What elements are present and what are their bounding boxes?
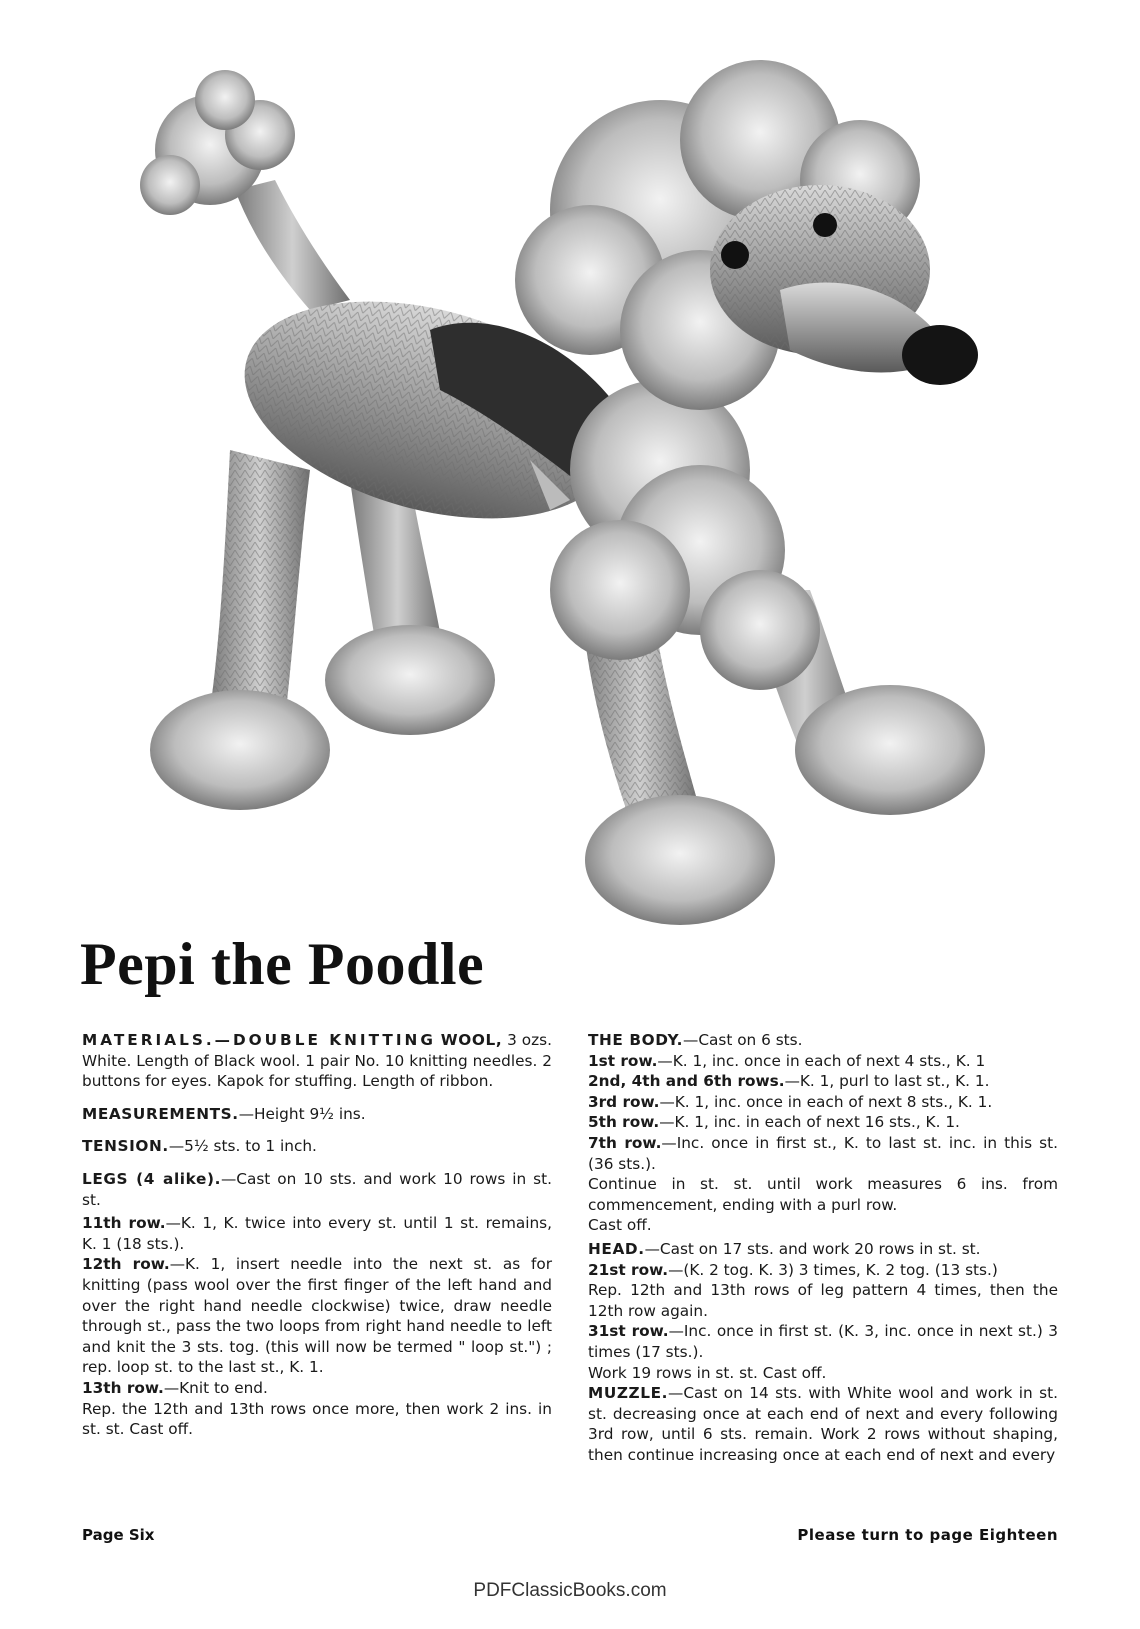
row-11-paragraph	[82, 1213, 552, 1254]
materials-heading: MATERIALS.—DOUBLE KNITTING	[82, 1031, 436, 1049]
head-row-31-heading: 31st row.	[588, 1322, 669, 1341]
body-row-2	[588, 1071, 1058, 1092]
continue-note: Please turn to page Eighteen	[797, 1526, 1058, 1544]
head-row-21-text: —(K. 2 tog. K. 3) 3 times, K. 2 tog. (13 sts.)	[668, 1260, 998, 1279]
head-row-31-text: —Inc. once in first st. (K. 3, inc. once in next st.) 3 times (17 sts.).	[588, 1322, 1058, 1361]
head-row-21-heading: 21st row.	[588, 1260, 669, 1279]
measurements-heading: MEASUREMENTS.	[82, 1104, 239, 1123]
body-continue: Continue in st. st. until work measures 6 ins. from commencement, ending with a purl row.	[588, 1175, 1058, 1214]
body-row-2-heading: 2nd, 4th and 6th rows.	[588, 1072, 785, 1091]
body-paragraph	[588, 1030, 1058, 1051]
row-12-paragraph	[82, 1254, 552, 1378]
body-row-1-heading: 1st row.	[588, 1051, 658, 1070]
tension-text: —5½ sts. to 1 inch.	[168, 1137, 317, 1156]
row-13-paragraph	[82, 1378, 552, 1399]
legs-paragraph	[82, 1169, 552, 1210]
watermark: PDFClassicBooks.com	[473, 1580, 667, 1601]
legs-text: —Cast on 10 sts. and work 10 rows in st. st.	[82, 1169, 552, 1209]
row-13-text: —Knit to end.	[163, 1378, 268, 1397]
muzzle-text: —Cast on 14 sts. with White wool and work in st. st. decreasing once at each end of next and every following 3rd row, until 6 sts. remain. Work 2 rows without shaping, then continue increasing once at each end of next and every	[588, 1384, 1058, 1464]
page-title: Pepi the Poodle	[80, 931, 485, 997]
right-column	[588, 1030, 1058, 1465]
tension-paragraph	[82, 1136, 552, 1157]
head-text: —Cast on 17 sts. and work 20 rows in st. st.	[644, 1239, 981, 1258]
body-row-1-text: —K. 1, inc. once in each of next 4 sts., K. 1	[657, 1051, 986, 1070]
body-row-5-heading: 5th row.	[588, 1113, 660, 1132]
body-text: —Cast on 6 sts.	[683, 1031, 803, 1049]
row-13-heading: 13th row.	[82, 1378, 164, 1397]
materials-heading-2: WOOL,	[440, 1031, 503, 1049]
muzzle-paragraph	[588, 1383, 1058, 1465]
body-row-7-heading: 7th row.	[588, 1133, 662, 1152]
head-end: Work 19 rows in st. st. Cast off.	[588, 1363, 827, 1382]
page-number: Page Six	[82, 1526, 155, 1544]
left-eye	[721, 241, 749, 269]
muzzle-heading: MUZZLE.	[588, 1384, 669, 1403]
body-row-5	[588, 1112, 1058, 1133]
poodle-illustration	[60, 30, 1080, 950]
row-11-heading: 11th row.	[82, 1214, 166, 1233]
head-heading: HEAD.	[588, 1239, 645, 1258]
row-11-text: —K. 1, K. twice into every st. until 1 st. remains, K. 1 (18 sts.).	[82, 1214, 552, 1253]
body-row-3-text: —K. 1, inc. once in each of next 8 sts., K. 1.	[659, 1092, 993, 1111]
poodle-photo	[60, 30, 1080, 950]
body-row-3-heading: 3rd row.	[588, 1092, 660, 1111]
materials-text: 3 ozs. White. Length of Black wool. 1 pair No. 10 knitting needles. 2 buttons for eyes. Kapok for stuffing. Length of ribbon.	[82, 1031, 552, 1091]
body-row-1	[588, 1051, 1058, 1072]
body-cast-off: Cast off.	[588, 1216, 652, 1235]
measurements-paragraph	[82, 1104, 552, 1125]
body-row-7-text: —Inc. once in first st., K. to last st. inc. in this st. (36 sts.).	[588, 1133, 1058, 1173]
chest-fluff	[550, 380, 820, 690]
head-row-31	[588, 1321, 1058, 1362]
head-paragraph	[588, 1239, 1058, 1260]
head-repeat: Rep. 12th and 13th rows of leg pattern 4 times, then the 12th row again.	[588, 1281, 1058, 1320]
row-12-heading: 12th row.	[82, 1255, 170, 1274]
right-eye	[813, 213, 837, 237]
legs-end-paragraph: Rep. the 12th and 13th rows once more, then work 2 ins. in st. st. Cast off.	[82, 1399, 552, 1439]
head-row-21	[588, 1260, 1058, 1281]
materials-paragraph	[82, 1030, 552, 1092]
row-12-text: —K. 1, insert needle into the next st. as for knitting (pass wool over the first finger of the left hand and over the right hand needle clockwise) twice, draw needle through st., pass the two loops from right hand needle to left and knit the 3 sts. tog. (this will now be termed " loop st.") ; rep. loop st. to the last st., K. 1.	[82, 1255, 552, 1377]
body-row-2-text: —K. 1, purl to last st., K. 1.	[784, 1072, 990, 1091]
legs-heading: LEGS (4 alike).	[82, 1169, 221, 1188]
body-row-5-text: —K. 1, inc. in each of next 16 sts., K. 1.	[659, 1113, 960, 1132]
nose	[902, 325, 978, 385]
tension-heading: TENSION.	[82, 1137, 169, 1156]
body-row-7	[588, 1133, 1058, 1174]
body-heading: THE BODY.	[588, 1031, 684, 1049]
left-column	[82, 1030, 552, 1440]
body-row-3	[588, 1092, 1058, 1113]
measurements-text: —Height 9½ ins.	[238, 1104, 366, 1123]
